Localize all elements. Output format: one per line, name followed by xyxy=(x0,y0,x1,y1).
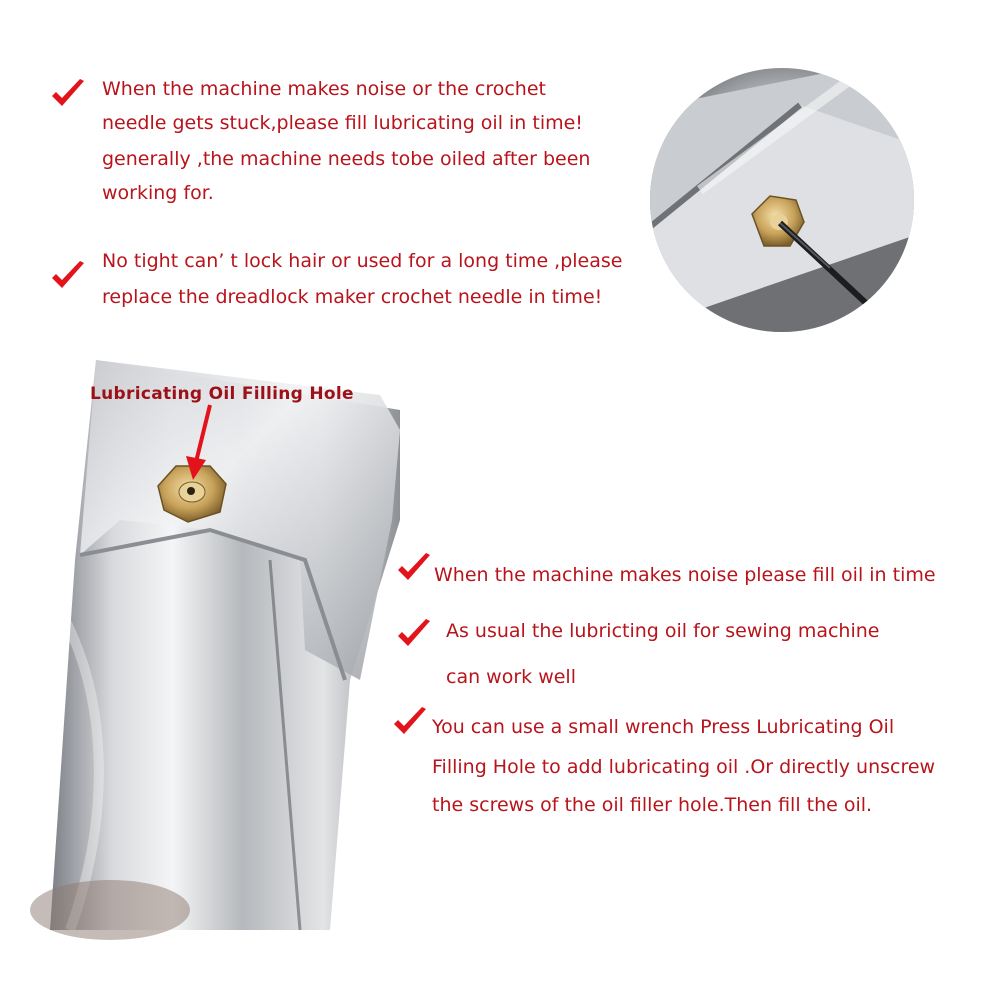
bullet-text-line: No tight can’ t lock hair or used for a long time ,please xyxy=(102,250,623,272)
bullet-text-line: working for. xyxy=(102,182,214,204)
bullet-text-line: You can use a small wrench Press Lubricating Oil xyxy=(432,716,895,738)
bullet-text-line: Filling Hole to add lubricating oil .Or directly unscrew xyxy=(432,756,936,778)
bullet-text-line: When the machine makes noise or the crochet xyxy=(102,78,546,100)
closeup-photo xyxy=(640,60,930,350)
tube-photo xyxy=(30,360,400,940)
check-icon xyxy=(396,552,432,584)
bullet-text-line: needle gets stuck,please fill lubricating oil in time! xyxy=(102,112,583,134)
check-icon xyxy=(50,78,86,110)
bullet-text-line: generally ,the machine needs tobe oiled after been xyxy=(102,148,591,170)
bullet-text-line: replace the dreadlock maker crochet needle in time! xyxy=(102,286,603,308)
check-icon xyxy=(50,260,86,292)
bullet-text-line: can work well xyxy=(446,666,576,688)
check-icon xyxy=(396,618,432,650)
bullet-text-line: the screws of the oil filler hole.Then fill the oil. xyxy=(432,794,873,816)
bullet-text-line: When the machine makes noise please fill oil in time xyxy=(434,564,936,586)
bullet-text-line: As usual the lubricting oil for sewing machine xyxy=(446,620,880,642)
check-icon xyxy=(392,706,428,738)
oil-hole-label: Lubricating Oil Filling Hole xyxy=(90,384,354,404)
